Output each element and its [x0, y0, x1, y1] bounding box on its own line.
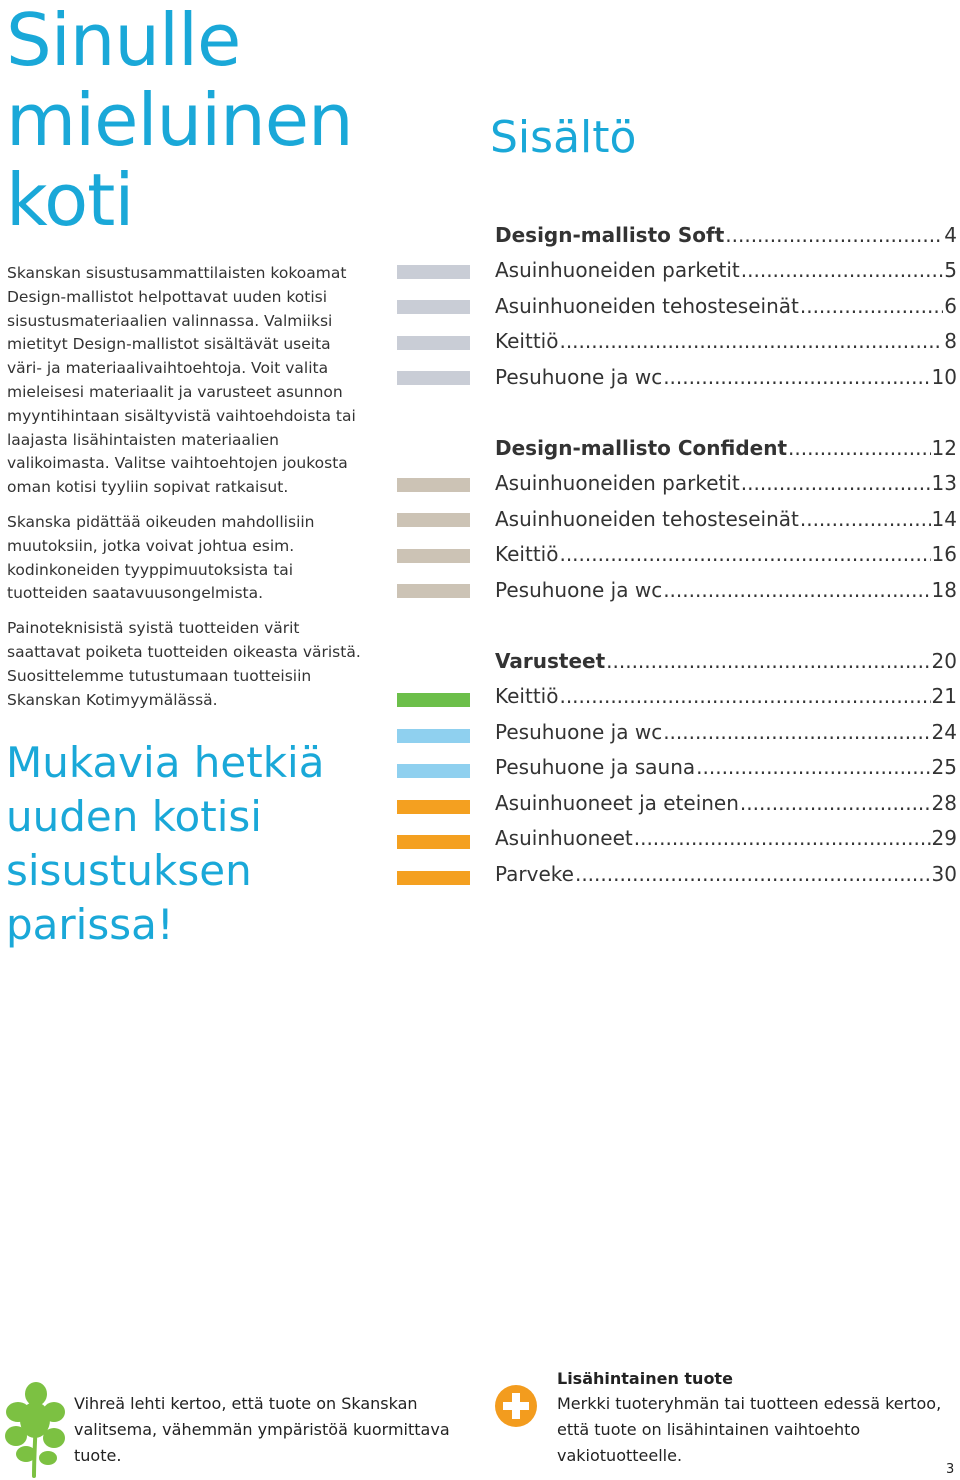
slogan — [6, 736, 426, 952]
toc-leader-dots — [740, 791, 931, 815]
toc-entry — [495, 791, 957, 821]
toc-entry-page: 10 — [931, 365, 957, 389]
toc-entry-page: 29 — [931, 826, 957, 850]
toc-leader-dots — [663, 578, 930, 602]
toc-leader-dots — [559, 329, 943, 353]
toc-leader-dots — [634, 826, 931, 850]
toc-color-bar — [397, 800, 470, 814]
toc-entry-label: Pesuhuone ja wc — [495, 578, 663, 602]
toc-color-bar — [397, 371, 470, 385]
toc-entry-label: Asuinhuoneiden tehosteseinät — [495, 294, 799, 318]
toc-leader-dots — [559, 684, 930, 708]
toc-entry-label: Keittiö — [495, 329, 559, 353]
intro-text — [7, 262, 367, 723]
toc-entry — [495, 223, 957, 253]
toc-entry-label: Asuinhuoneiden parketit — [495, 258, 740, 282]
toc-entry — [495, 720, 957, 750]
toc-entry-page: 8 — [944, 329, 957, 353]
toc-entry-label: Asuinhuoneet — [495, 826, 633, 850]
toc-leader-dots — [741, 471, 931, 495]
title-line-2: mieluinen — [6, 78, 353, 162]
toc-leader-dots — [741, 258, 944, 282]
toc-entry-label: Design-mallisto Soft — [495, 223, 725, 247]
toc-color-bar — [397, 764, 470, 778]
toc-entry — [495, 578, 957, 608]
toc-entry-page: 18 — [931, 578, 957, 602]
toc-entry-label: Keittiö — [495, 542, 559, 566]
toc-entry-page: 14 — [931, 507, 957, 531]
toc-color-bar — [397, 513, 470, 527]
toc-entry — [495, 755, 957, 785]
toc-entry — [495, 471, 957, 501]
toc-entry-label: Pesuhuone ja wc — [495, 365, 663, 389]
toc-entry — [495, 294, 957, 324]
toc-color-bar — [397, 871, 470, 885]
toc-leader-dots — [800, 507, 931, 531]
toc-leader-dots — [663, 365, 930, 389]
toc-entry-page: 4 — [944, 223, 957, 247]
toc-entry-label: Asuinhuoneet ja eteinen — [495, 791, 739, 815]
toc-entry — [495, 258, 957, 288]
intro-paragraph-2: Skanska pidättää oikeuden mahdollisiin muutoksiin, jotka voivat johtua esim. kodinkoneiden tyyppimuutoksista tai tuotteiden saatavuusongelmista. — [7, 512, 315, 603]
extra-cost-description: Merkki tuoteryhmän tai tuotteen edessä kertoo, että tuote on lisähintainen vaihtoehto vakiotuotteelle. — [557, 1394, 942, 1465]
toc-entry-page: 25 — [931, 755, 957, 779]
toc-color-bar — [397, 478, 470, 492]
toc-entry-label: Pesuhuone ja sauna — [495, 755, 696, 779]
toc-leader-dots — [725, 223, 943, 247]
toc-color-bar — [397, 336, 470, 350]
toc-entry-page: 20 — [931, 649, 957, 673]
toc-leader-dots — [696, 755, 930, 779]
slogan-line-1: Mukavia hetkiä — [6, 738, 325, 787]
toc-leader-dots — [606, 649, 930, 673]
toc-leader-dots — [559, 542, 930, 566]
green-leaf-description: Vihreä lehti kertoo, että tuote on Skanskan valitsema, vähemmän ympäristöä kuormittava tuote. — [74, 1394, 450, 1465]
toc-leader-dots — [575, 862, 931, 886]
toc-entry-page: 13 — [931, 471, 957, 495]
toc-entry-label: Design-mallisto Confident — [495, 436, 788, 460]
slogan-line-3: sisustuksen parissa! — [6, 846, 252, 949]
toc-entry-label: Keittiö — [495, 684, 559, 708]
intro-paragraph-3: Painoteknisistä syistä tuotteiden värit saattavat poiketa tuotteiden oikeasta väristä. Suosittelemme tutustumaan tuotteisiin Skanskan Kotimyymälässä. — [7, 619, 361, 709]
page-title — [6, 0, 353, 240]
toc-entry-page: 21 — [931, 684, 957, 708]
toc-entry — [495, 542, 957, 572]
toc-entry — [495, 684, 957, 714]
toc-entry — [495, 507, 957, 537]
toc-entry-label: Asuinhuoneiden tehosteseinät — [495, 507, 799, 531]
title-line-1: Sinulle — [6, 0, 241, 82]
toc-color-bar — [397, 693, 470, 707]
toc-entry-label: Pesuhuone ja wc — [495, 720, 663, 744]
toc-entry — [495, 862, 957, 892]
toc-entry-page: 6 — [944, 294, 957, 318]
toc-color-bar — [397, 265, 470, 279]
toc-entry-label: Parveke — [495, 862, 574, 886]
page-number: 3 — [946, 1462, 955, 1477]
toc-entry — [495, 365, 957, 395]
toc-entry — [495, 826, 957, 856]
toc-entry-page: 28 — [931, 791, 957, 815]
toc-entry — [495, 329, 957, 359]
title-line-3: koti — [6, 158, 134, 242]
toc-color-bar — [397, 729, 470, 743]
toc-title: Sisältö — [490, 112, 637, 163]
toc-entry-page: 16 — [931, 542, 957, 566]
orange-plus-icon — [494, 1384, 538, 1428]
toc-entry — [495, 649, 957, 679]
slogan-line-2: uuden kotisi — [6, 792, 262, 841]
intro-paragraph-1: Skanskan sisustusammattilaisten kokoamat Design-mallistot helpottavat uuden kotisi sisustusmateriaalien valinnassa. Valmiiksi mietityt Design-mallistot sisältävät useita väri- ja materiaalivaihtoehtoja. Voit valita mieleisesi materiaalit ja varusteet asunnon myyntihintaan sisältyvistä vaihtoehdoista tai laajasta lisähintaisten materiaalien valikoimasta. Valitse vaihtoehtojen joukosta oman kotisi tyyliin sopivat ratkaisut. — [7, 264, 356, 497]
green-leaf-icon — [4, 1380, 66, 1480]
toc-leader-dots — [788, 436, 931, 460]
toc-color-bar — [397, 300, 470, 314]
toc-entry-label: Varusteet — [495, 649, 606, 673]
toc-entry-page: 24 — [931, 720, 957, 744]
extra-cost-heading: Lisähintainen tuote — [557, 1369, 733, 1388]
toc-color-bar — [397, 549, 470, 563]
toc-leader-dots — [800, 294, 943, 318]
toc-entry-label: Asuinhuoneiden parketit — [495, 471, 740, 495]
toc-entry-page: 5 — [944, 258, 957, 282]
toc-entry-page: 12 — [931, 436, 957, 460]
toc-entry-page: 30 — [931, 862, 957, 886]
toc-color-bar — [397, 584, 470, 598]
toc-leader-dots — [663, 720, 930, 744]
toc-entry — [495, 436, 957, 466]
toc-color-bar — [397, 835, 470, 849]
